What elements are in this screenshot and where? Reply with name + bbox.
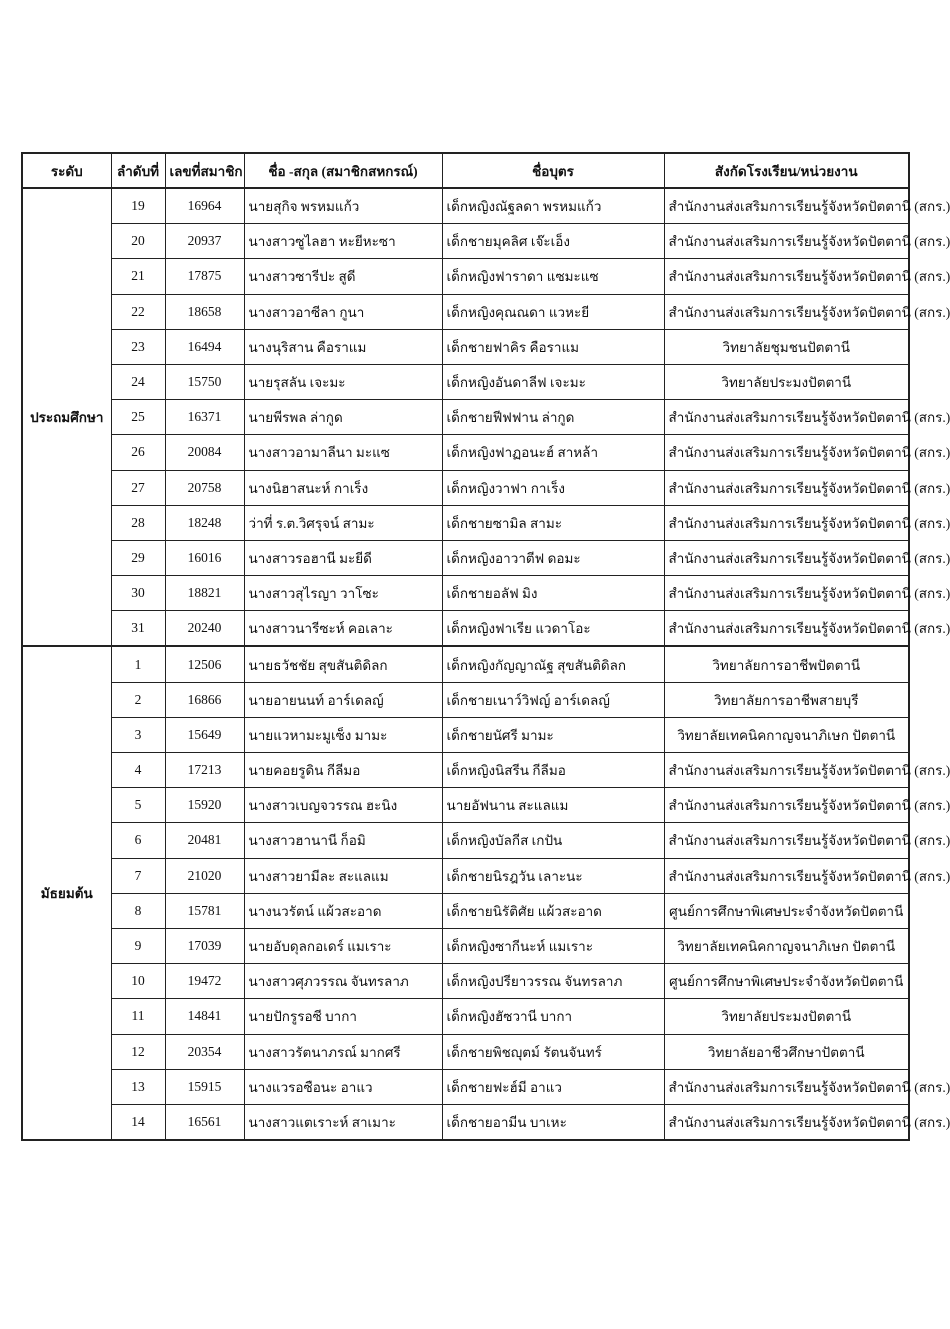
member-name-cell: นางสาวรัตนาภรณ์ มากศรี	[244, 1034, 442, 1069]
member-name-cell: นางสาวนารีซะห์ คอเลาะ	[244, 611, 442, 647]
table-row	[22, 540, 909, 575]
child-name-cell: นายอัฟนาน สะแลแม	[442, 788, 664, 823]
table-row	[22, 400, 909, 435]
order-cell: 31	[111, 611, 165, 647]
table-row	[22, 505, 909, 540]
child-name-cell: เด็กชายนิรัติศัย แผ้วสะอาด	[442, 893, 664, 928]
member-name-cell: นางสาวยามีละ สะแลแม	[244, 858, 442, 893]
member-name-cell: นางสาวซูไลฮา หะยีหะซา	[244, 224, 442, 259]
child-name-cell: เด็กหญิงซากีนะห์ แมเราะ	[442, 928, 664, 963]
member-name-cell: นายธวัชชัย สุขสันติดิลก	[244, 646, 442, 682]
order-cell: 21	[111, 259, 165, 294]
order-cell: 26	[111, 435, 165, 470]
order-cell: 29	[111, 540, 165, 575]
table-row	[22, 435, 909, 470]
school-cell: สำนักงานส่งเสริมการเรียนรู้จังหวัดปัตตานี (สกร.)	[664, 540, 909, 575]
school-cell: สำนักงานส่งเสริมการเรียนรู้จังหวัดปัตตานี (สกร.)	[664, 576, 909, 611]
order-cell: 19	[111, 188, 165, 224]
table-row	[22, 259, 909, 294]
child-name-cell: เด็กชายนัศรี มามะ	[442, 717, 664, 752]
order-cell: 25	[111, 400, 165, 435]
member-name-cell: นางสาวเบญจวรรณ ฮะนิง	[244, 788, 442, 823]
school-cell: สำนักงานส่งเสริมการเรียนรู้จังหวัดปัตตานี (สกร.)	[664, 505, 909, 540]
member-name-cell: นายรุสลัน เจะมะ	[244, 364, 442, 399]
table-row	[22, 611, 909, 647]
school-cell: สำนักงานส่งเสริมการเรียนรู้จังหวัดปัตตานี (สกร.)	[664, 435, 909, 470]
level-cell: ประถมศึกษา	[22, 188, 111, 646]
member-name-cell: นางสาวฮานานี ก็อมิ	[244, 823, 442, 858]
member-id-cell: 20481	[165, 823, 244, 858]
order-cell: 10	[111, 964, 165, 999]
school-cell: วิทยาลัยประมงปัตตานี	[664, 999, 909, 1034]
child-name-cell: เด็กหญิงฟาเรีย แวดาโอะ	[442, 611, 664, 647]
order-cell: 12	[111, 1034, 165, 1069]
school-cell: สำนักงานส่งเสริมการเรียนรู้จังหวัดปัตตานี (สกร.)	[664, 259, 909, 294]
order-cell: 22	[111, 294, 165, 329]
school-cell: สำนักงานส่งเสริมการเรียนรู้จังหวัดปัตตานี (สกร.)	[664, 188, 909, 224]
school-cell: วิทยาลัยประมงปัตตานี	[664, 364, 909, 399]
table-row	[22, 928, 909, 963]
member-id-cell: 16866	[165, 682, 244, 717]
child-name-cell: เด็กชายฟีฟฟาน ล่ากูด	[442, 400, 664, 435]
order-cell: 27	[111, 470, 165, 505]
table-row	[22, 329, 909, 364]
table-row	[22, 294, 909, 329]
member-id-cell: 17875	[165, 259, 244, 294]
member-name-cell: นางแวรอซือนะ อาแว	[244, 1069, 442, 1104]
member-name-cell: นางสาวอาซีลา กูนา	[244, 294, 442, 329]
child-name-cell: เด็กหญิงวาฟา กาเร็ง	[442, 470, 664, 505]
member-name-cell: นางสาวศุภวรรณ จันทรลาภ	[244, 964, 442, 999]
order-cell: 6	[111, 823, 165, 858]
order-cell: 9	[111, 928, 165, 963]
member-id-cell: 19472	[165, 964, 244, 999]
table-row	[22, 1034, 909, 1069]
member-id-cell: 17213	[165, 753, 244, 788]
child-name-cell: เด็กหญิงคุณณดา แวหะยี	[442, 294, 664, 329]
table-row	[22, 364, 909, 399]
order-cell: 28	[111, 505, 165, 540]
school-cell: สำนักงานส่งเสริมการเรียนรู้จังหวัดปัตตานี (สกร.)	[664, 823, 909, 858]
school-cell: ศูนย์การศึกษาพิเศษประจำจังหวัดปัตตานี	[664, 893, 909, 928]
member-name-cell: นายอับดุลกอเดร์ แมเราะ	[244, 928, 442, 963]
school-cell: สำนักงานส่งเสริมการเรียนรู้จังหวัดปัตตานี (สกร.)	[664, 294, 909, 329]
child-name-cell: เด็กหญิงบัลกีส เกปัน	[442, 823, 664, 858]
member-id-cell: 16016	[165, 540, 244, 575]
member-id-cell: 15750	[165, 364, 244, 399]
header-level: ระดับ	[22, 153, 111, 188]
table-row	[22, 1104, 909, 1140]
member-children-table	[21, 152, 950, 1141]
order-cell: 3	[111, 717, 165, 752]
school-cell: สำนักงานส่งเสริมการเรียนรู้จังหวัดปัตตานี (สกร.)	[664, 224, 909, 259]
school-cell: สำนักงานส่งเสริมการเรียนรู้จังหวัดปัตตานี (สกร.)	[664, 400, 909, 435]
member-id-cell: 20758	[165, 470, 244, 505]
member-id-cell: 16964	[165, 188, 244, 224]
member-id-cell: 20240	[165, 611, 244, 647]
school-cell: สำนักงานส่งเสริมการเรียนรู้จังหวัดปัตตานี (สกร.)	[664, 611, 909, 647]
member-id-cell: 21020	[165, 858, 244, 893]
order-cell: 4	[111, 753, 165, 788]
child-name-cell: เด็กชายเนาว์วิฟญ์ อาร์เดลญ์	[442, 682, 664, 717]
order-cell: 23	[111, 329, 165, 364]
order-cell: 1	[111, 646, 165, 682]
child-name-cell: เด็กชายพิชญุตม์ รัตนจันทร์	[442, 1034, 664, 1069]
school-cell: วิทยาลัยชุมชนปัตตานี	[664, 329, 909, 364]
level-cell: มัธยมต้น	[22, 646, 111, 1140]
member-id-cell: 18658	[165, 294, 244, 329]
member-name-cell: นางนวรัตน์ แผ้วสะอาด	[244, 893, 442, 928]
member-id-cell: 20937	[165, 224, 244, 259]
order-cell: 30	[111, 576, 165, 611]
member-id-cell: 15915	[165, 1069, 244, 1104]
table-row	[22, 893, 909, 928]
child-name-cell: เด็กชายนิรฎวัน เลาะนะ	[442, 858, 664, 893]
child-name-cell: เด็กหญิงฟาฏอนะฮ์ สาหล้า	[442, 435, 664, 470]
member-name-cell: นายแวหามะมูเซ็ง มามะ	[244, 717, 442, 752]
school-cell: สำนักงานส่งเสริมการเรียนรู้จังหวัดปัตตานี (สกร.)	[664, 753, 909, 788]
table-row	[22, 788, 909, 823]
member-name-cell: นายพีรพล ล่ากูด	[244, 400, 442, 435]
order-cell: 2	[111, 682, 165, 717]
child-name-cell: เด็กหญิงกัญญาณัฐ สุขสันติดิลก	[442, 646, 664, 682]
table-row	[22, 858, 909, 893]
member-name-cell: นายอายนนท์ อาร์เดลญ์	[244, 682, 442, 717]
school-cell: วิทยาลัยเทคนิคกาญจนาภิเษก ปัตตานี	[664, 928, 909, 963]
child-name-cell: เด็กหญิงณัฐลดา พรหมแก้ว	[442, 188, 664, 224]
order-cell: 11	[111, 999, 165, 1034]
school-cell: ศูนย์การศึกษาพิเศษประจำจังหวัดปัตตานี	[664, 964, 909, 999]
member-name-cell: นางนุริสาน คือราแม	[244, 329, 442, 364]
order-cell: 5	[111, 788, 165, 823]
member-name-cell: นายปักรูรอซี บากา	[244, 999, 442, 1034]
school-cell: วิทยาลัยการอาชีพสายบุรี	[664, 682, 909, 717]
header-school: สังกัดโรงเรียน/หน่วยงาน	[664, 153, 909, 188]
member-name-cell: ว่าที่ ร.ต.วิศรุจน์ สามะ	[244, 505, 442, 540]
school-cell: สำนักงานส่งเสริมการเรียนรู้จังหวัดปัตตานี (สกร.)	[664, 470, 909, 505]
school-cell: วิทยาลัยเทคนิคกาญจนาภิเษก ปัตตานี	[664, 717, 909, 752]
child-name-cell: เด็กหญิงฮัซวานี บากา	[442, 999, 664, 1034]
member-id-cell: 16561	[165, 1104, 244, 1140]
table-row	[22, 964, 909, 999]
header-member-id: เลขที่สมาชิก	[165, 153, 244, 188]
order-cell: 24	[111, 364, 165, 399]
child-name-cell: เด็กหญิงปรียาวรรณ จันทรลาภ	[442, 964, 664, 999]
member-id-cell: 20084	[165, 435, 244, 470]
table-row	[22, 999, 909, 1034]
table-row	[22, 823, 909, 858]
member-id-cell: 18248	[165, 505, 244, 540]
member-id-cell: 15781	[165, 893, 244, 928]
member-name-cell: นางสาวสุไรญา วาโซะ	[244, 576, 442, 611]
member-name-cell: นายคอยรูดิน กีลีมอ	[244, 753, 442, 788]
table-body	[22, 188, 950, 1140]
table-header	[22, 153, 909, 188]
child-name-cell: เด็กหญิงอาวาตีฟ ดอมะ	[442, 540, 664, 575]
table-row	[22, 717, 909, 752]
table-row	[22, 188, 909, 224]
table-row	[22, 576, 909, 611]
school-cell: วิทยาลัยอาชีวศึกษาปัตตานี	[664, 1034, 909, 1069]
member-name-cell: นางนิฮาสนะห์ กาเร็ง	[244, 470, 442, 505]
school-cell: สำนักงานส่งเสริมการเรียนรู้จังหวัดปัตตานี (สกร.)	[664, 788, 909, 823]
order-cell: 20	[111, 224, 165, 259]
child-name-cell: เด็กหญิงอันดาลีฟ เจะมะ	[442, 364, 664, 399]
header-member-name: ชื่อ -สกุล (สมาชิกสหกรณ์)	[244, 153, 442, 188]
member-id-cell: 15649	[165, 717, 244, 752]
child-name-cell: เด็กหญิงฟาราดา แซมะแซ	[442, 259, 664, 294]
header-order: ลำดับที่	[111, 153, 165, 188]
member-id-cell: 16371	[165, 400, 244, 435]
member-name-cell: นายสุกิจ พรหมแก้ว	[244, 188, 442, 224]
table-row	[22, 470, 909, 505]
table-row	[22, 753, 909, 788]
member-name-cell: นางสาวซารีปะ สูดี	[244, 259, 442, 294]
child-name-cell: เด็กชายซามิล สามะ	[442, 505, 664, 540]
school-cell: วิทยาลัยการอาชีพปัตตานี	[664, 646, 909, 682]
member-name-cell: นางสาวอามาลีนา มะแซ	[244, 435, 442, 470]
child-name-cell: เด็กชายมุคลิศ เจ๊ะเอ็ง	[442, 224, 664, 259]
member-id-cell: 17039	[165, 928, 244, 963]
member-id-cell: 12506	[165, 646, 244, 682]
order-cell: 14	[111, 1104, 165, 1140]
order-cell: 13	[111, 1069, 165, 1104]
member-id-cell: 20354	[165, 1034, 244, 1069]
school-cell: สำนักงานส่งเสริมการเรียนรู้จังหวัดปัตตานี (สกร.)	[664, 858, 909, 893]
table-row	[22, 224, 909, 259]
school-cell: สำนักงานส่งเสริมการเรียนรู้จังหวัดปัตตานี (สกร.)	[664, 1069, 909, 1104]
table-row	[22, 646, 909, 682]
member-id-cell: 16494	[165, 329, 244, 364]
member-id-cell: 14841	[165, 999, 244, 1034]
member-id-cell: 18821	[165, 576, 244, 611]
child-name-cell: เด็กหญิงนิสรีน กีลีมอ	[442, 753, 664, 788]
school-cell: สำนักงานส่งเสริมการเรียนรู้จังหวัดปัตตานี (สกร.)	[664, 1104, 909, 1140]
member-id-cell: 15920	[165, 788, 244, 823]
member-name-cell: นางสาวรอฮานี มะยีดี	[244, 540, 442, 575]
child-name-cell: เด็กชายอลัฟ มิง	[442, 576, 664, 611]
member-name-cell: นางสาวแตเราะห์ สาเมาะ	[244, 1104, 442, 1140]
table-row	[22, 1069, 909, 1104]
order-cell: 8	[111, 893, 165, 928]
table-row	[22, 682, 909, 717]
order-cell: 7	[111, 858, 165, 893]
child-name-cell: เด็กชายฟาคิร คือราแม	[442, 329, 664, 364]
header-child-name: ชื่อบุตร	[442, 153, 664, 188]
child-name-cell: เด็กชายอามีน บาเหะ	[442, 1104, 664, 1140]
child-name-cell: เด็กชายฟะฮ์มี อาแว	[442, 1069, 664, 1104]
